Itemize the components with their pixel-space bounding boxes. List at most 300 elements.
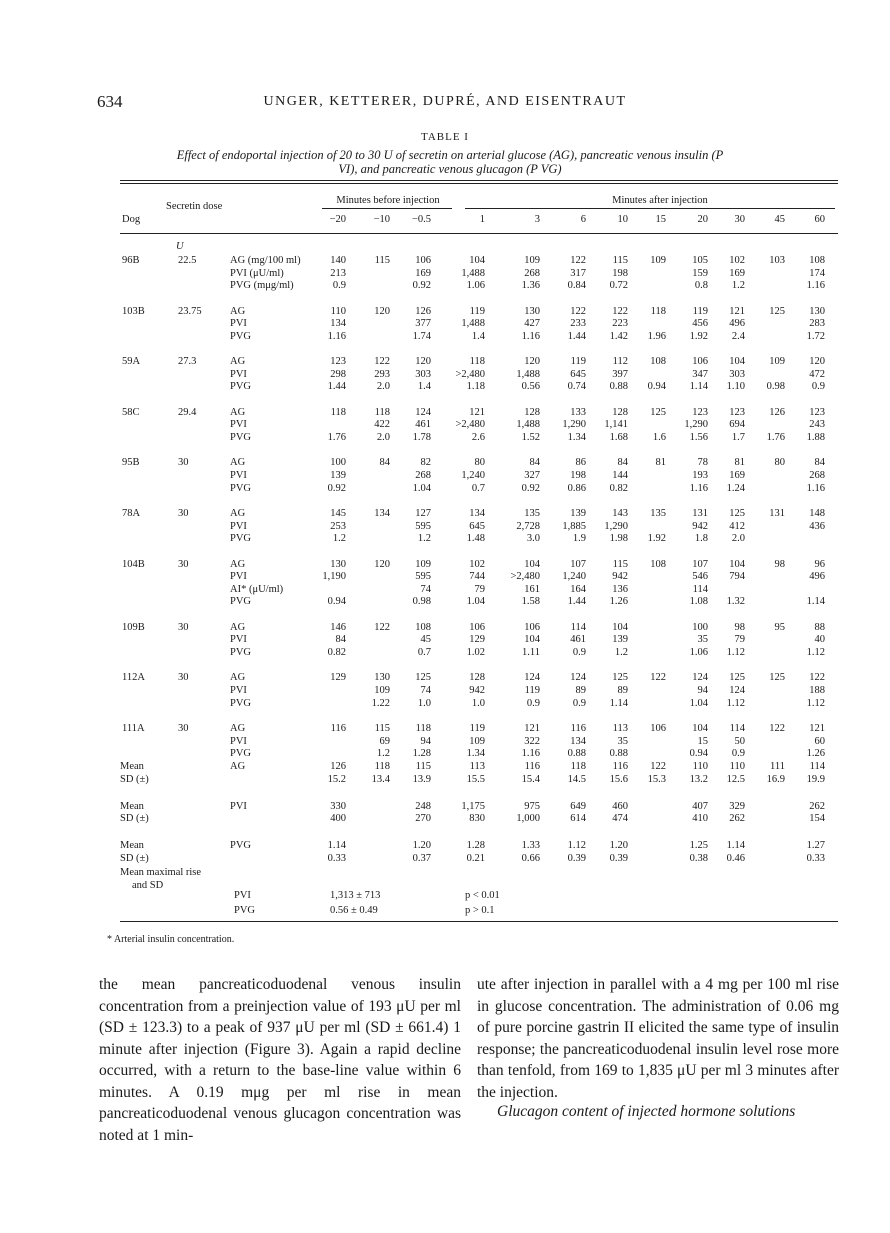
summary-cell: 12.5 bbox=[726, 773, 745, 785]
table-cell: 135 bbox=[524, 508, 540, 519]
table-cell: 0.94 bbox=[689, 748, 708, 760]
table-cell: 115 bbox=[374, 255, 390, 266]
table-cell: 125 bbox=[769, 305, 785, 317]
header-minute-after: 3 bbox=[534, 214, 540, 225]
table-cell: 118 bbox=[650, 305, 666, 317]
table-cell: 223 bbox=[612, 318, 628, 330]
dog-id: 109B bbox=[122, 621, 145, 633]
table-cell: 125 bbox=[650, 406, 666, 418]
table-cell: 122 bbox=[374, 356, 390, 368]
row-label: PVI bbox=[230, 735, 247, 747]
table-cell: 2.6 bbox=[471, 432, 485, 443]
table-cell: 1.58 bbox=[521, 596, 540, 608]
row-label: PVI bbox=[230, 318, 247, 330]
table-cell: 1.6 bbox=[652, 432, 666, 443]
table-cell: 1,290 bbox=[562, 419, 586, 431]
summary-measure: PVG bbox=[230, 840, 252, 852]
table-cell: 2.0 bbox=[731, 533, 745, 545]
table-cell: 0.74 bbox=[567, 381, 586, 393]
table-cell: 98 bbox=[734, 621, 745, 633]
table-cell: 2,728 bbox=[516, 520, 540, 532]
summary-cell: 0.39 bbox=[567, 853, 586, 864]
table-cell: 1,141 bbox=[604, 419, 628, 431]
table-cell: 1.48 bbox=[466, 533, 485, 545]
table-cell: 461 bbox=[415, 419, 431, 431]
summary-mean-label: Mean bbox=[120, 800, 144, 812]
summary-cell: 15.3 bbox=[647, 773, 666, 785]
table-cell: 86 bbox=[575, 457, 586, 469]
table-cell: 120 bbox=[415, 356, 431, 368]
table-cell: 456 bbox=[692, 318, 708, 330]
table-caption: Effect of endoportal injection of 20 to 30 U of secretin on arterial glucose (AG), pancreatic venous insulin (P VI), and pancreatic venous glucagon (P VG) bbox=[176, 148, 724, 176]
table-cell: 100 bbox=[692, 621, 708, 633]
row-label: AG bbox=[230, 356, 246, 368]
table-cell: 113 bbox=[612, 723, 628, 734]
table-cell: 1.10 bbox=[726, 381, 745, 393]
table-cell: 115 bbox=[612, 558, 628, 570]
table-cell: 119 bbox=[469, 305, 485, 317]
header-minute-after: 1 bbox=[479, 214, 485, 225]
summary-cell: 14.5 bbox=[567, 773, 586, 785]
secretin-dose: 23.75 bbox=[178, 305, 202, 317]
table-cell: 1.32 bbox=[726, 596, 745, 608]
summary-cell: 114 bbox=[809, 761, 825, 772]
table-cell: 100 bbox=[330, 457, 346, 469]
summary-cell: 330 bbox=[330, 800, 346, 812]
table-cell: 1.98 bbox=[609, 533, 628, 545]
table-cell: 0.84 bbox=[567, 280, 586, 292]
table-cell: 1,240 bbox=[562, 571, 586, 583]
table-cell: 436 bbox=[809, 520, 825, 532]
table-cell: 144 bbox=[612, 470, 628, 481]
table-label: TABLE I bbox=[421, 131, 469, 143]
table-cell: 1.88 bbox=[806, 432, 825, 443]
row-label: PVI bbox=[230, 470, 247, 481]
table-cell: 1.14 bbox=[609, 697, 628, 709]
table-cell: 104 bbox=[729, 356, 745, 368]
summary-cell: 118 bbox=[570, 761, 586, 772]
table-cell: 120 bbox=[809, 356, 825, 368]
summary-cell: 1.12 bbox=[567, 840, 586, 852]
page-number: 634 bbox=[97, 92, 123, 111]
table-cell: 119 bbox=[570, 356, 586, 368]
row-label: PVI bbox=[230, 634, 247, 646]
summary-cell: 15.5 bbox=[466, 773, 485, 785]
table-cell: 108 bbox=[809, 255, 825, 266]
table-cell: 109 bbox=[374, 685, 390, 696]
row-label: AG (mg/100 ml) bbox=[230, 255, 301, 266]
table-cell: 422 bbox=[374, 419, 390, 431]
table-cell: 1.26 bbox=[609, 596, 628, 608]
table-cell: 106 bbox=[650, 723, 666, 734]
table-cell: 126 bbox=[415, 305, 431, 317]
summary-cell: 16.9 bbox=[766, 773, 785, 785]
summary-cell: 975 bbox=[524, 800, 540, 812]
max-rise-p-value: p < 0.01 bbox=[465, 890, 500, 901]
table-cell: 303 bbox=[729, 368, 745, 380]
table-cell: 1.56 bbox=[689, 432, 708, 443]
table-cell: 193 bbox=[692, 470, 708, 481]
summary-cell: 118 bbox=[374, 761, 390, 772]
table-cell: 74 bbox=[420, 583, 431, 595]
table-cell: 942 bbox=[612, 571, 628, 583]
table-cell: 1.02 bbox=[466, 647, 485, 658]
table-cell: 1.04 bbox=[466, 596, 485, 608]
dog-id: 103B bbox=[122, 305, 145, 317]
table-cell: 122 bbox=[612, 305, 628, 317]
table-cell: 114 bbox=[692, 583, 708, 595]
max-rise-measure: PVG bbox=[234, 905, 256, 916]
header-after-underline bbox=[465, 208, 835, 209]
table-cell: 0.72 bbox=[609, 280, 628, 292]
row-label: PVG bbox=[230, 533, 252, 545]
table-cell: 169 bbox=[729, 470, 745, 481]
table-cell: 1.16 bbox=[327, 330, 346, 342]
table-cell: >2,480 bbox=[510, 571, 540, 583]
summary-cell: 115 bbox=[415, 761, 431, 772]
table-cell: 1.92 bbox=[689, 330, 708, 342]
running-head: UNGER, KETTERER, DUPRÉ, AND EISENTRAUT bbox=[263, 94, 627, 109]
table-cell: 233 bbox=[570, 318, 586, 330]
secretin-dose: 22.5 bbox=[178, 255, 197, 266]
max-rise-label: Mean maximal rise bbox=[120, 867, 202, 878]
table-cell: 1.42 bbox=[609, 330, 628, 342]
table-cell: 108 bbox=[415, 621, 431, 633]
table-cell: 1.12 bbox=[806, 647, 825, 658]
row-label: AG bbox=[230, 406, 246, 418]
table-cell: 139 bbox=[612, 634, 628, 646]
table-cell: 123 bbox=[809, 406, 825, 418]
table-cell: 84 bbox=[379, 457, 390, 469]
summary-cell: 13.9 bbox=[412, 773, 431, 785]
table-cell: >2,480 bbox=[455, 368, 485, 380]
table-cell: 81 bbox=[655, 457, 666, 469]
dog-id: 78A bbox=[122, 508, 141, 519]
header-before-underline bbox=[322, 208, 452, 209]
table-cell: 1.52 bbox=[521, 432, 540, 443]
row-label: AG bbox=[230, 457, 246, 469]
table-cell: 1.34 bbox=[567, 432, 586, 443]
secretin-dose: 30 bbox=[178, 457, 189, 469]
summary-cell: 122 bbox=[650, 761, 666, 772]
table-cell: 108 bbox=[650, 356, 666, 368]
table-cell: 82 bbox=[420, 457, 431, 469]
table-cell: 1.2 bbox=[614, 647, 628, 658]
header-secretin-dose: Secretin dose bbox=[166, 201, 223, 212]
table-cell: 0.82 bbox=[327, 647, 346, 658]
table-cell: 148 bbox=[809, 508, 825, 519]
table-cell: 0.94 bbox=[647, 381, 666, 393]
table-cell: 95 bbox=[774, 621, 785, 633]
table-cell: 104 bbox=[612, 621, 628, 633]
table-cell: 0.56 bbox=[521, 381, 540, 393]
table-cell: 1,190 bbox=[322, 571, 346, 583]
table-cell: 84 bbox=[617, 457, 628, 469]
table-cell: 1.16 bbox=[521, 330, 540, 342]
table-cell: 143 bbox=[612, 508, 628, 519]
table-cell: 0.9 bbox=[526, 697, 540, 709]
table-cell: 645 bbox=[469, 520, 485, 532]
table-top-rule bbox=[120, 180, 838, 181]
row-label: PVG bbox=[230, 697, 252, 709]
table-cell: 1.12 bbox=[806, 697, 825, 709]
table-cell: 109 bbox=[415, 558, 431, 570]
header-minute-after: 20 bbox=[697, 214, 708, 225]
table-cell: 303 bbox=[415, 368, 431, 380]
table-cell: 1.18 bbox=[466, 381, 485, 393]
header-minute-after: 15 bbox=[655, 214, 666, 225]
table-cell: 174 bbox=[809, 267, 825, 279]
table-cell: 121 bbox=[729, 305, 745, 317]
dog-id: 111A bbox=[122, 723, 145, 734]
summary-cell: 1,000 bbox=[516, 813, 540, 825]
table-cell: 0.88 bbox=[609, 748, 628, 760]
table-cell: 130 bbox=[374, 672, 390, 684]
table-cell: 1.22 bbox=[371, 697, 390, 709]
table-cell: 114 bbox=[570, 621, 586, 633]
table-cell: 104 bbox=[729, 558, 745, 570]
max-rise-value: 1,313 ± 713 bbox=[330, 890, 381, 901]
row-label: PVI bbox=[230, 520, 247, 532]
table-cell: 121 bbox=[809, 723, 825, 734]
row-label: PVG bbox=[230, 432, 252, 443]
table-cell: 110 bbox=[330, 305, 346, 317]
table-cell: 1,290 bbox=[684, 419, 708, 431]
table-cell: 2.4 bbox=[731, 330, 745, 342]
table-cell: 1.26 bbox=[806, 748, 825, 760]
table-cell: 84 bbox=[529, 457, 540, 469]
table-cell: 112 bbox=[612, 356, 628, 368]
table-cell: 102 bbox=[469, 558, 485, 570]
table-cell: 0.98 bbox=[766, 381, 785, 393]
summary-cell: 0.66 bbox=[521, 853, 540, 864]
row-label: AG bbox=[230, 508, 246, 519]
dog-id: 58C bbox=[122, 406, 140, 418]
summary-cell: 649 bbox=[570, 800, 586, 812]
table-cell: 119 bbox=[469, 723, 485, 734]
table-cell: 146 bbox=[330, 621, 346, 633]
table-cell: 139 bbox=[330, 470, 346, 481]
table-cell: 98 bbox=[774, 558, 785, 570]
table-cell: 74 bbox=[420, 685, 431, 696]
summary-sd-label: SD (±) bbox=[120, 813, 149, 825]
secretin-dose: 30 bbox=[178, 723, 189, 734]
header-minute-after: 60 bbox=[814, 214, 825, 225]
dog-id: 59A bbox=[122, 356, 141, 368]
table-cell: 1.96 bbox=[647, 330, 666, 342]
table-cell: 104 bbox=[524, 634, 540, 646]
row-label: PVI bbox=[230, 419, 247, 431]
table-cell: 546 bbox=[692, 571, 708, 583]
table-cell: 118 bbox=[415, 723, 431, 734]
dog-id: 104B bbox=[122, 558, 145, 570]
row-label: PVI bbox=[230, 368, 247, 380]
summary-cell: 248 bbox=[415, 800, 431, 812]
table-cell: 0.88 bbox=[567, 748, 586, 760]
summary-cell: 0.21 bbox=[466, 853, 485, 864]
header-bottom-rule bbox=[120, 233, 838, 234]
table-cell: 125 bbox=[769, 672, 785, 684]
summary-sd-label: SD (±) bbox=[120, 853, 149, 864]
secretin-dose: 30 bbox=[178, 621, 189, 633]
table-cell: 1.8 bbox=[694, 533, 708, 545]
table-cell: 169 bbox=[415, 267, 431, 279]
summary-cell: 13.4 bbox=[371, 773, 390, 785]
table-cell: 1,885 bbox=[562, 520, 586, 532]
table-cell: 125 bbox=[612, 672, 628, 684]
table-cell: 80 bbox=[774, 457, 785, 469]
summary-cell: 0.38 bbox=[689, 853, 708, 864]
table-cell: 84 bbox=[335, 634, 346, 646]
table-cell: 1.16 bbox=[806, 482, 825, 494]
table-cell: 0.82 bbox=[609, 482, 628, 494]
row-label: AG bbox=[230, 305, 246, 317]
table-cell: 1.11 bbox=[522, 647, 540, 658]
table-cell: 109 bbox=[524, 255, 540, 266]
summary-cell: 460 bbox=[612, 800, 628, 812]
table-cell: 0.92 bbox=[521, 482, 540, 494]
summary-cell: 113 bbox=[469, 761, 485, 772]
table-cell: 1.06 bbox=[466, 280, 485, 292]
table-cell: 84 bbox=[814, 457, 825, 469]
max-rise-value: 0.56 ± 0.49 bbox=[330, 905, 378, 916]
table-cell: 88 bbox=[814, 621, 825, 633]
table-cell: 122 bbox=[650, 672, 666, 684]
table-cell: 1.44 bbox=[567, 330, 586, 342]
summary-measure: AG bbox=[230, 761, 246, 772]
table-cell: 121 bbox=[469, 406, 485, 418]
table-cell: 243 bbox=[809, 419, 825, 431]
table-cell: 122 bbox=[769, 723, 785, 734]
header-dog: Dog bbox=[122, 214, 141, 225]
table-cell: 129 bbox=[330, 672, 346, 684]
table-cell: 135 bbox=[650, 508, 666, 519]
table-cell: 293 bbox=[374, 368, 390, 380]
table-cell: 89 bbox=[575, 685, 586, 696]
table-cell: 595 bbox=[415, 571, 431, 583]
table-cell: 0.98 bbox=[412, 596, 431, 608]
row-label: PVG bbox=[230, 330, 252, 342]
table-cell: 1,240 bbox=[461, 470, 485, 481]
summary-cell: 154 bbox=[809, 813, 825, 825]
table-cell: 1.08 bbox=[689, 596, 708, 608]
table-cell: 1.04 bbox=[412, 482, 431, 494]
table-cell: 140 bbox=[330, 255, 346, 266]
table-cell: 0.92 bbox=[327, 482, 346, 494]
table-cell: 298 bbox=[330, 368, 346, 380]
dog-id: 95B bbox=[122, 457, 140, 469]
table-cell: 472 bbox=[809, 368, 825, 380]
table-cell: 461 bbox=[570, 634, 586, 646]
table-cell: 69 bbox=[379, 735, 390, 747]
table-cell: 50 bbox=[734, 735, 745, 747]
table-cell: 159 bbox=[692, 267, 708, 279]
summary-cell: 110 bbox=[729, 761, 745, 772]
table-cell: 1.4 bbox=[471, 330, 485, 342]
table-cell: 164 bbox=[570, 583, 586, 595]
table-cell: 109 bbox=[469, 735, 485, 747]
table-cell: 103 bbox=[769, 255, 785, 266]
table-cell: 134 bbox=[374, 508, 390, 519]
footnote: * Arterial insulin concentration. bbox=[107, 934, 235, 945]
table-cell: 1.2 bbox=[417, 533, 431, 545]
table-cell: 131 bbox=[769, 508, 785, 519]
summary-cell: 1,175 bbox=[461, 800, 485, 812]
summary-cell: 13.2 bbox=[689, 773, 708, 785]
row-label: PVI (μU/ml) bbox=[230, 267, 284, 279]
table-cell: 134 bbox=[570, 735, 586, 747]
header-minute-after: 45 bbox=[774, 214, 785, 225]
table-cell: 1,488 bbox=[461, 318, 485, 330]
summary-cell: 15.2 bbox=[327, 773, 346, 785]
table-cell: 161 bbox=[524, 583, 540, 595]
table-cell: 1.14 bbox=[689, 381, 708, 393]
table-cell: 129 bbox=[469, 634, 485, 646]
max-rise-measure: PVI bbox=[234, 890, 251, 901]
summary-cell: 262 bbox=[809, 800, 825, 812]
header-minute-after: 30 bbox=[734, 214, 745, 225]
table-bottom-rule bbox=[120, 921, 838, 922]
unit-label: U bbox=[176, 241, 184, 252]
table-cell: 105 bbox=[692, 255, 708, 266]
summary-cell: 329 bbox=[729, 800, 745, 812]
table-cell: 1,290 bbox=[604, 520, 628, 532]
table-cell: 0.7 bbox=[471, 482, 485, 494]
body-text-right-column: ute after injection in parallel with a 4 mg per 100 ml rise in glucose concentration. The administration of 0.06 mg of pure porcine gastrin II elicited the same type of insulin response; the pancreaticoduodenal insulin level rose more than tenfold, from 169 to 1,835 μU per ml 3 minutes after the injection. bbox=[477, 976, 839, 1101]
table-cell: 94 bbox=[420, 735, 431, 747]
table-cell: 1.78 bbox=[412, 432, 431, 443]
table-cell: 1.9 bbox=[572, 533, 586, 545]
table-cell: 107 bbox=[692, 558, 708, 570]
summary-cell: 0.33 bbox=[806, 853, 825, 864]
table-cell: 327 bbox=[524, 470, 540, 481]
row-label: AG bbox=[230, 672, 246, 684]
table-cell: 118 bbox=[374, 406, 390, 418]
summary-cell: 110 bbox=[692, 761, 708, 772]
table-cell: 595 bbox=[415, 520, 431, 532]
table-cell: 1.74 bbox=[412, 330, 431, 342]
table-cell: 120 bbox=[374, 558, 390, 570]
table-cell: 120 bbox=[524, 356, 540, 368]
table-cell: 1.06 bbox=[689, 647, 708, 658]
row-label: AG bbox=[230, 621, 246, 633]
summary-cell: 1.28 bbox=[466, 840, 485, 852]
table-cell: 0.9 bbox=[572, 697, 586, 709]
table-cell: 1.44 bbox=[327, 381, 346, 393]
summary-cell: 19.9 bbox=[806, 773, 825, 785]
table-cell: 1.04 bbox=[689, 697, 708, 709]
table-cell: 79 bbox=[734, 634, 745, 646]
body-text-left-column: the mean pancreaticoduodenal venous insulin concentration from a preinjection value of 193 μU per ml (SD ± 123.3) to a peak of 937 μU per ml (SD ± 661.4) 1 minute after injection (Figure 3). Again a rapid decline occurred, with a return to the base-line value within 6 minutes. A 0.19 mμg per ml rise in mean pancreaticoduodenal venous glucagon concentration was noted at 1 min- bbox=[99, 976, 461, 1144]
table-cell: 60 bbox=[814, 735, 825, 747]
table-cell: 1.72 bbox=[806, 330, 825, 342]
table-cell: 2.0 bbox=[376, 381, 390, 393]
table-cell: 794 bbox=[729, 571, 745, 583]
table-cell: 35 bbox=[617, 735, 628, 747]
table-cell: 496 bbox=[729, 318, 745, 330]
summary-mean-label: Mean bbox=[120, 761, 144, 772]
table-cell: 1.2 bbox=[332, 533, 346, 545]
table-cell: 126 bbox=[769, 406, 785, 418]
summary-cell: 111 bbox=[770, 761, 785, 772]
table-cell: 0.88 bbox=[609, 381, 628, 393]
table-cell: 118 bbox=[469, 356, 485, 368]
table-cell: 134 bbox=[469, 508, 485, 519]
table-cell: 145 bbox=[330, 508, 346, 519]
table-cell: 107 bbox=[570, 558, 586, 570]
table-cell: 35 bbox=[697, 634, 708, 646]
table-cell: 1.14 bbox=[806, 596, 825, 608]
